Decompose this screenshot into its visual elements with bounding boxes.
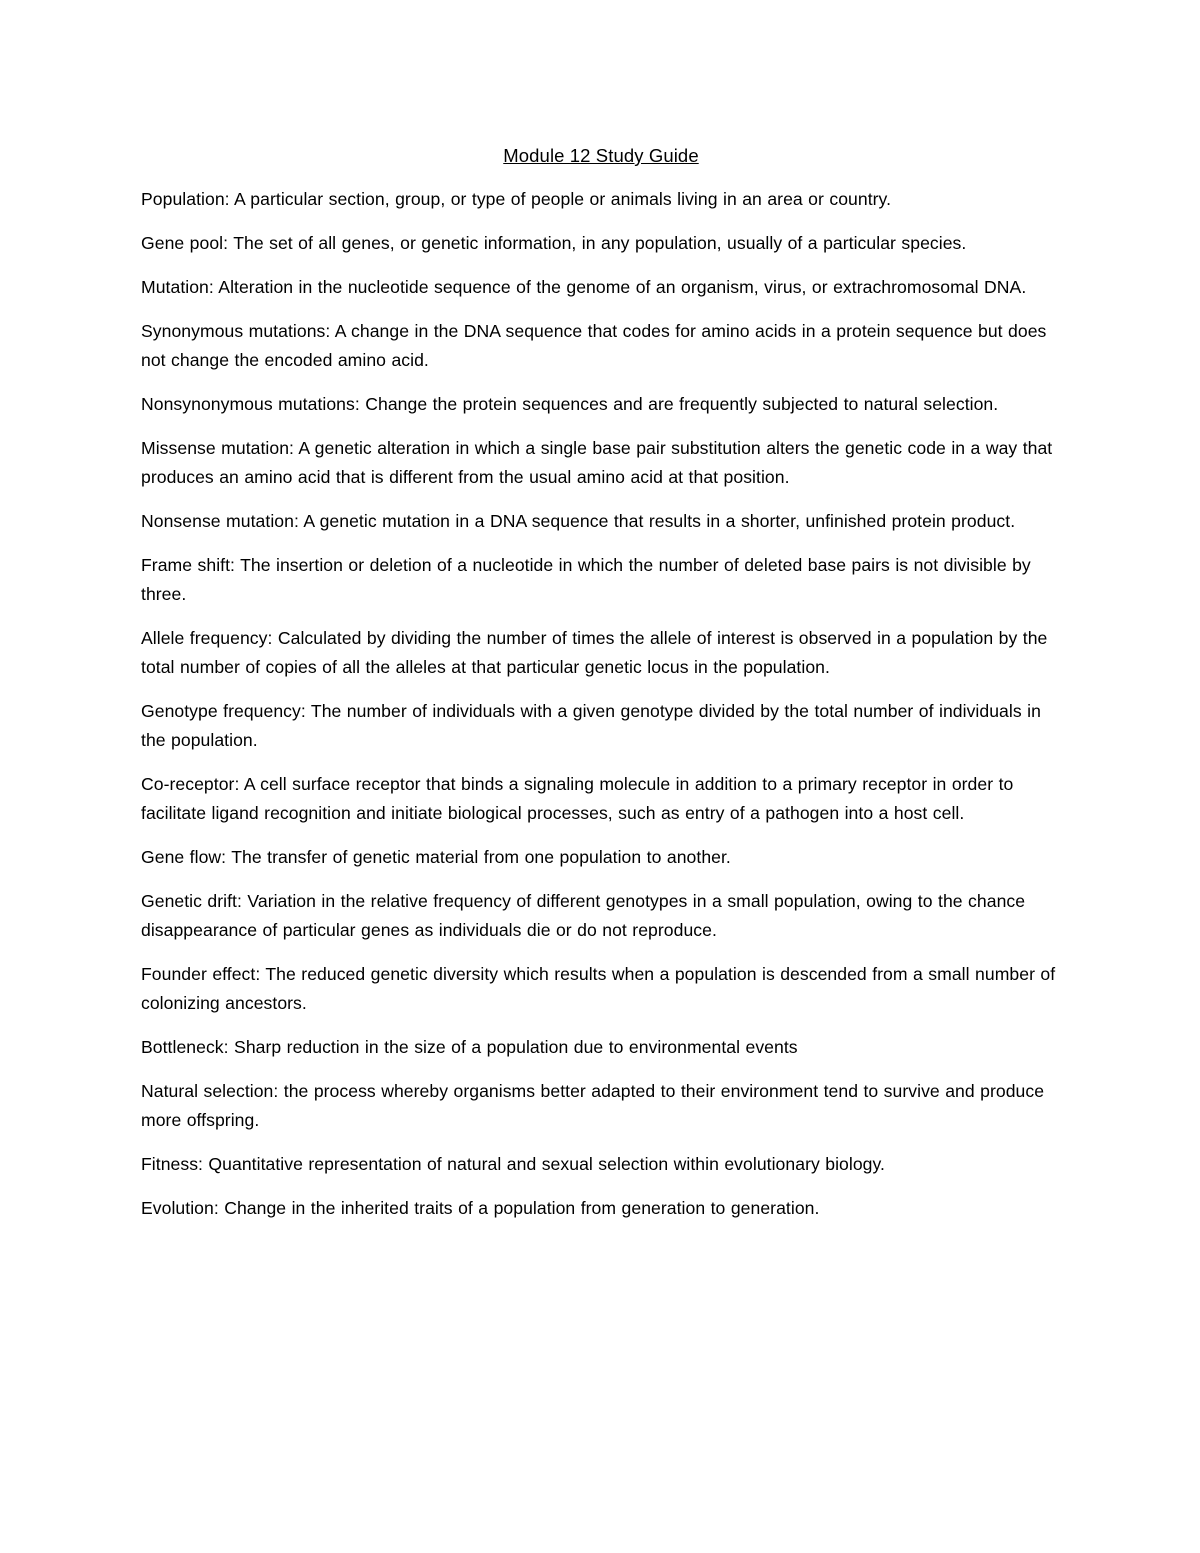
entry-mutation: Mutation: Alteration in the nucleotide sequence of the genome of an organism, virus, or extrachromosomal DNA. <box>141 277 1027 297</box>
entry-genetic-drift: Genetic drift: Variation in the relative frequency of different genotypes in a small population, owing to the chance disappearance of particular genes as individuals die or do not reproduce. <box>141 891 1026 940</box>
entry-natural-selection: Natural selection: the process whereby organisms better adapted to their environment tend to survive and produce more offspring. <box>141 1081 1045 1130</box>
document-body <box>141 145 1061 1238</box>
entry-missense-mutation: Missense mutation: A genetic alteration in which a single base pair substitution alters the genetic code in a way that produces an amino acid that is different from the usual amino acid at that position. <box>141 438 1053 487</box>
entry-synonymous-mutations: Synonymous mutations: A change in the DNA sequence that codes for amino acids in a protein sequence but does not change the encoded amino acid. <box>141 321 1047 370</box>
entry-founder-effect: Founder effect: The reduced genetic diversity which results when a population is descended from a small number of colonizing ancestors. <box>141 964 1056 1013</box>
entry-genotype-frequency: Genotype frequency: The number of individuals with a given genotype divided by the total number of individuals in the population. <box>141 701 1041 750</box>
entry-allele-frequency: Allele frequency: Calculated by dividing the number of times the allele of interest is observed in a population by the total number of copies of all the alleles at that particular genetic locus in the population. <box>141 628 1048 677</box>
entry-frame-shift: Frame shift: The insertion or deletion of a nucleotide in which the number of deleted base pairs is not divisible by three. <box>141 555 1031 604</box>
entry-gene-flow: Gene flow: The transfer of genetic material from one population to another. <box>141 847 731 867</box>
entry-population: Population: A particular section, group, or type of people or animals living in an area or country. <box>141 189 892 209</box>
entry-nonsynonymous-mutations: Nonsynonymous mutations: Change the protein sequences and are frequently subjected to natural selection. <box>141 394 999 414</box>
entry-evolution: Evolution: Change in the inherited traits of a population from generation to generation. <box>141 1198 820 1218</box>
entry-bottleneck: Bottleneck: Sharp reduction in the size of a population due to environmental events <box>141 1037 798 1057</box>
entry-nonsense-mutation: Nonsense mutation: A genetic mutation in a DNA sequence that results in a shorter, unfinished protein product. <box>141 511 1016 531</box>
page-title: Module 12 Study Guide <box>503 145 699 166</box>
entry-fitness: Fitness: Quantitative representation of natural and sexual selection within evolutionary biology. <box>141 1154 885 1174</box>
entry-co-receptor: Co-receptor: A cell surface receptor that binds a signaling molecule in addition to a primary receptor in order to facilitate ligand recognition and initiate biological processes, such as entry of a pathogen into a host cell. <box>141 774 1014 823</box>
entry-gene-pool: Gene pool: The set of all genes, or genetic information, in any population, usually of a particular species. <box>141 233 967 253</box>
